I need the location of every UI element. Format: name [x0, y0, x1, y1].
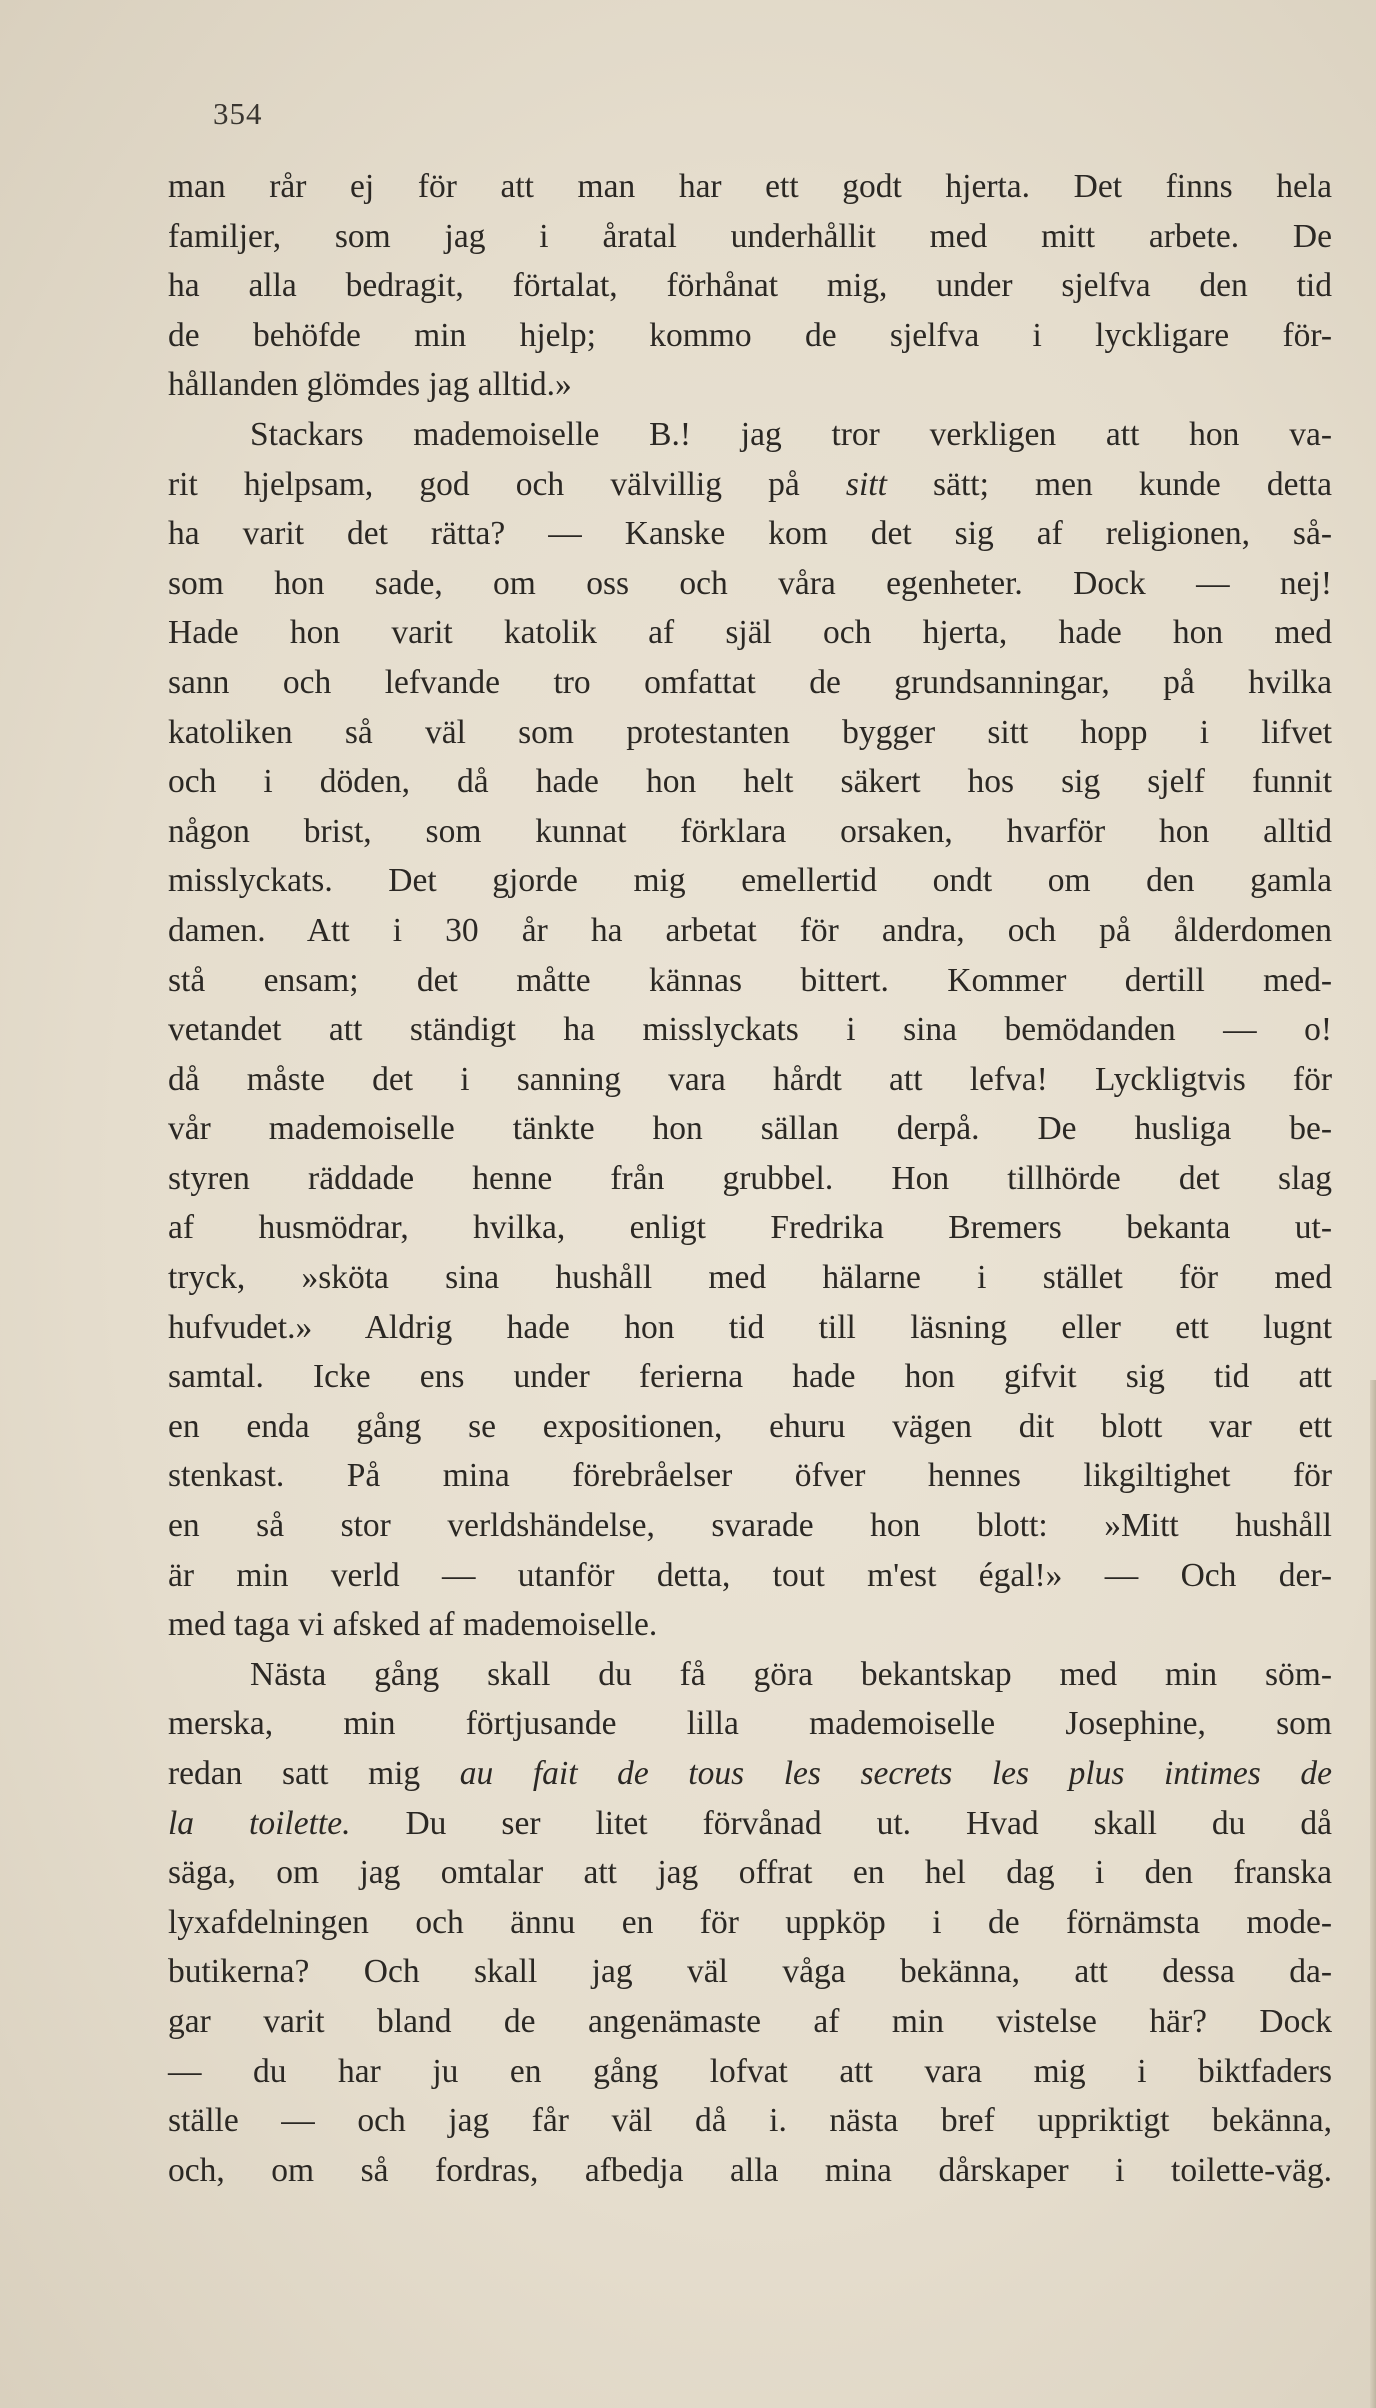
text-line: en enda gång se expositionen, ehuru vägen dit blott var ett: [168, 1407, 1332, 1445]
italic-text: sitt: [845, 465, 887, 503]
page-edge-shadow: [1370, 1380, 1376, 2408]
text-segment: rit hjelpsam, god och välvillig på: [168, 465, 846, 503]
text-line: hufvudet.» Aldrig hade hon tid till läsning eller ett lugnt: [168, 1308, 1332, 1346]
text-line: en så stor verldshändelse, svarade hon blott: »Mitt hushåll: [168, 1507, 1332, 1545]
text-line: de behöfde min hjelp; kommo de sjelfva i lyckligare för-: [168, 316, 1332, 354]
text-line: stå ensam; det måtte kännas bittert. Kommer dertill med-: [168, 961, 1332, 999]
text-segment: Du ser litet förvånad ut. Hvad skall du då: [350, 1804, 1332, 1842]
text-line: katoliken så väl som protestanten bygger sitt hopp i lifvet: [168, 713, 1332, 751]
text-segment: sätt; men kunde detta: [886, 465, 1332, 503]
text-line: familjer, som jag i åratal underhållit med mitt arbete. De: [168, 217, 1332, 255]
body-text: [168, 162, 1332, 2195]
text-line: någon brist, som kunnat förklara orsaken, hvarför hon alltid: [168, 812, 1332, 850]
text-line: misslyckats. Det gjorde mig emellertid ondt om den gamla: [168, 862, 1332, 900]
text-line: och i döden, då hade hon helt säkert hos sig sjelf funnit: [168, 763, 1332, 801]
text-line: man rår ej för att man har ett godt hjerta. Det finns hela: [168, 168, 1332, 205]
text-line: stenkast. På mina förebråelser öfver hennes likgiltighet för: [168, 1457, 1332, 1495]
text-segment: redan satt mig: [168, 1755, 460, 1792]
text-line: ställe — och jag får väl då i. nästa bref uppriktigt bekänna,: [168, 2102, 1332, 2140]
text-line: gar varit bland de angenämaste af min vistelse här? Dock: [168, 2002, 1332, 2040]
text-line: merska, min förtjusande lilla mademoiselle Josephine, som: [168, 1705, 1332, 1743]
italic-text: la toilette.: [168, 1804, 351, 1842]
text-line: [168, 1799, 1332, 1849]
text-line: Stackars mademoiselle B.! jag tror verkligen att hon va-: [250, 415, 1332, 453]
italic-text: au fait de tous les secrets les plus intimes de: [459, 1755, 1333, 1792]
text-line: sann och lefvande tro omfattat de grundsanningar, på hvilka: [168, 663, 1332, 701]
page-number: 354: [213, 96, 263, 131]
text-line: som hon sade, om oss och våra egenheter. Dock — nej!: [168, 564, 1332, 602]
text-line: — du har ju en gång lofvat att vara mig i biktfaders: [168, 2052, 1332, 2090]
text-line: säga, om jag omtalar att jag offrat en hel dag i den franska: [168, 1854, 1332, 1892]
text-line: ha alla bedragit, förtalat, förhånat mig, under sjelfva den tid: [168, 267, 1332, 305]
text-line: samtal. Icke ens under ferierna hade hon gifvit sig tid att: [168, 1358, 1332, 1396]
text-line: [168, 460, 1332, 510]
text-line: vetandet att ständigt ha misslyckats i sina bemödanden — o!: [168, 1011, 1332, 1049]
text-line: med taga vi afsked af mademoiselle.: [168, 1606, 658, 1644]
text-line: då måste det i sanning vara hårdt att lefva! Lyckligtvis för: [168, 1060, 1332, 1098]
text-line: af husmödrar, hvilka, enligt Fredrika Bremers bekanta ut-: [168, 1209, 1332, 1247]
text-line: Nästa gång skall du få göra bekantskap med min söm-: [250, 1655, 1332, 1693]
text-line: [168, 1749, 1332, 1799]
text-line: damen. Att i 30 år ha arbetat för andra, och på ålderdomen: [168, 911, 1332, 949]
text-line: är min verld — utanför detta, tout m'est égal!» — Och der-: [168, 1556, 1332, 1594]
text-line: hållanden glömdes jag alltid.»: [168, 366, 572, 404]
text-line: styren räddade henne från grubbel. Hon tillhörde det slag: [168, 1159, 1332, 1197]
text-line: lyxafdelningen och ännu en för uppköp i de förnämsta mode-: [168, 1903, 1332, 1941]
text-line: ha varit det rätta? — Kanske kom det sig af religionen, så-: [168, 515, 1332, 553]
text-line: Hade hon varit katolik af själ och hjerta, hade hon med: [168, 614, 1332, 652]
text-line: och, om så fordras, afbedja alla mina dårskaper i toilette-väg.: [168, 2151, 1332, 2189]
text-line: butikerna? Och skall jag väl våga bekänna, att dessa da-: [168, 1953, 1332, 1991]
text-line: vår mademoiselle tänkte hon sällan derpå. De husliga be-: [168, 1110, 1332, 1148]
text-line: tryck, »sköta sina hushåll med hälarne i stället för med: [168, 1259, 1332, 1297]
